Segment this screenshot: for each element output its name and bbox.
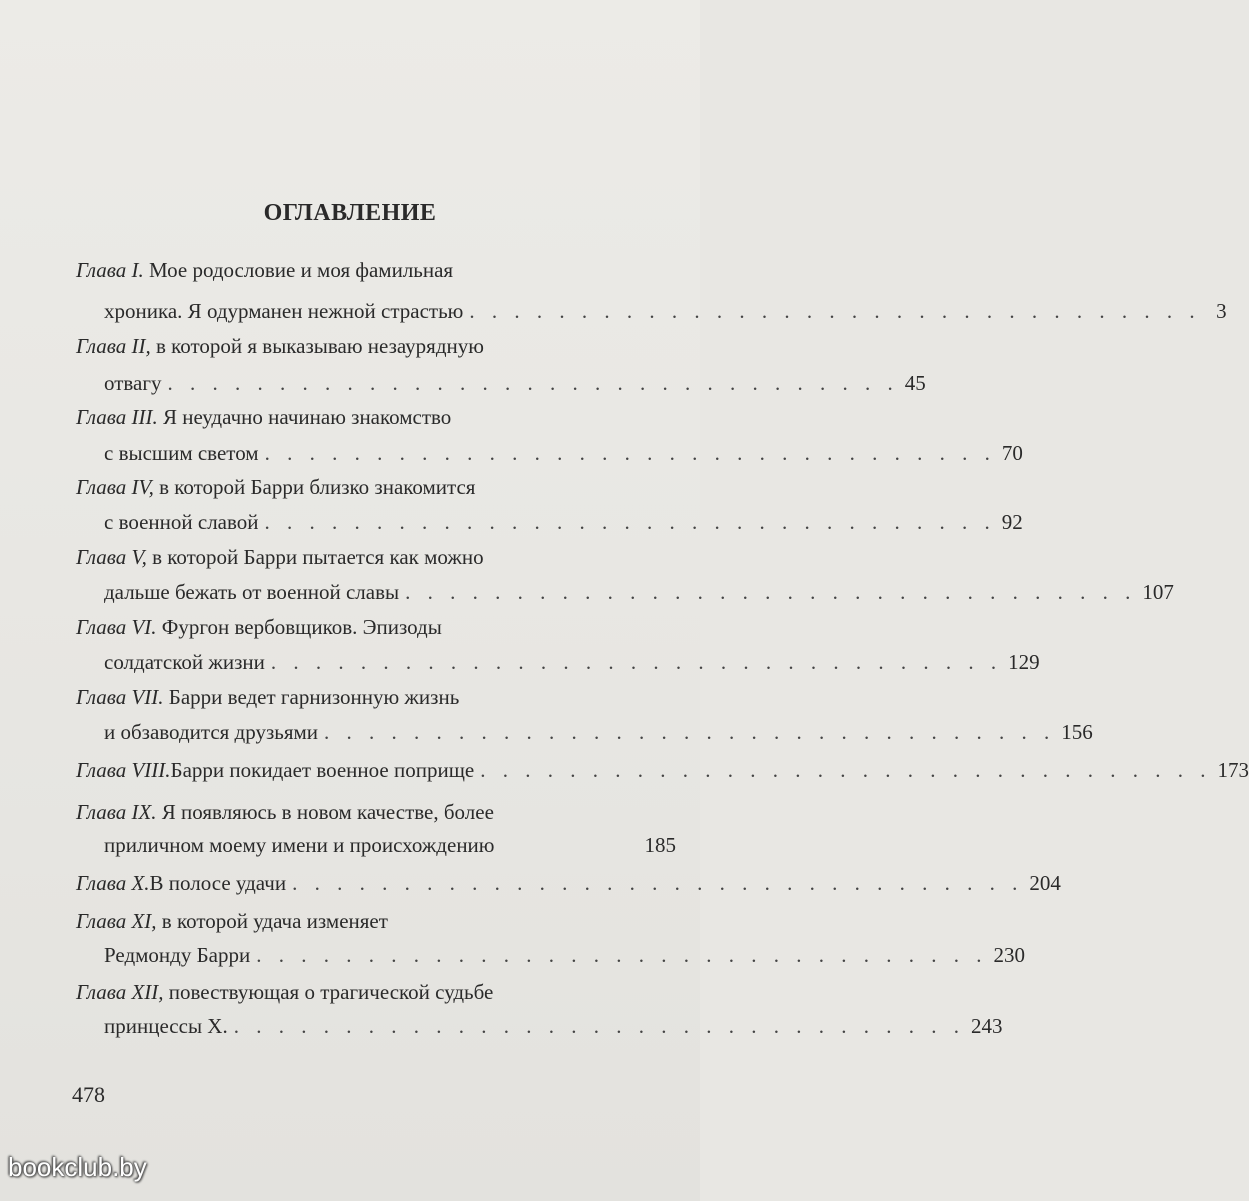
- leader-dots: . . . . . . . . . . . . . . . . . . . . . . . . . . . . . . . . .: [324, 720, 1056, 744]
- entry-title: Барри покидает военное поприще: [170, 758, 475, 782]
- page-number: 173: [1217, 758, 1249, 782]
- chapter-label: Глава IX.: [76, 800, 157, 824]
- page-number: 70: [1001, 441, 1023, 465]
- page-number: 230: [993, 943, 1025, 967]
- page-number: 243: [970, 1014, 1003, 1038]
- entry-title: Барри ведет гарнизонную жизнь: [163, 685, 460, 709]
- page-number: 129: [1008, 650, 1040, 674]
- entry-title-cont: принцессы Х.: [104, 1014, 228, 1038]
- page-number: 107: [1142, 580, 1174, 604]
- entry-title: в которой Барри близко знакомится: [153, 475, 476, 499]
- chapter-label: Глава IV,: [76, 475, 154, 499]
- entry-title: в которой я выказываю незаурядную: [150, 334, 484, 358]
- entry-title-cont: Редмонду Барри: [104, 943, 251, 967]
- chapter-label: Глава VIII.: [76, 758, 171, 782]
- page-title: ОГЛАВЛЕНИЕ: [263, 200, 437, 226]
- page-number: 156: [1061, 720, 1093, 744]
- leader-dots: . . . . . . . . . . . . . . . . . . . . . . . . . . . . . . . . .: [264, 441, 996, 465]
- page-number: 3: [1216, 299, 1227, 323]
- chapter-label: Глава V,: [76, 545, 147, 569]
- leader-dots: . . . . . . . . . . . . . . . . . . . . . . . . . . . . . . . . .: [270, 650, 1003, 674]
- page-folio: 478: [72, 1082, 105, 1107]
- entry-title-cont: хроника. Я одурманен нежной страстью: [104, 299, 464, 323]
- entry-title: повествующая о трагической судьбе: [163, 980, 494, 1004]
- leader-dots: . . . . . . . . . . . . . . . . . . . . . . . . . . . . . . . . .: [480, 758, 1212, 782]
- chapter-label: Глава II,: [76, 334, 151, 358]
- leader-dots: . . . . . . . . . . . . . . . . . . . . . . . . . . . . . . . . .: [233, 1014, 965, 1038]
- entry-title-cont: отвагу: [104, 371, 162, 395]
- entry-title-cont: и обзаводится друзьями: [104, 720, 319, 744]
- page-number: 45: [904, 371, 926, 395]
- page-number: 204: [1029, 871, 1061, 895]
- chapter-label: Глава III.: [76, 405, 158, 429]
- chapter-label: Глава X.: [76, 871, 150, 895]
- entry-title-cont: с военной славой: [104, 510, 259, 534]
- chapter-label: Глава XII,: [76, 980, 164, 1004]
- leader-dots: . . . . . . . . . . . . . . . . . . . . . . . . . . . . . . . . .: [256, 943, 988, 967]
- entry-title: Я появляюсь в новом качестве, более: [156, 800, 494, 824]
- site-watermark: bookclub.by: [8, 1152, 147, 1182]
- leader-dots: . . . . . . . . . . . . . . . . . . . . . . . . . . . . . . . . .: [292, 871, 1024, 895]
- entry-title-cont: с высшим светом: [104, 441, 259, 465]
- chapter-label: Глава VI.: [76, 615, 157, 639]
- page-number: 185: [644, 833, 676, 857]
- leader-dots: . . . . . . . . . . . . . . . . . . . . . . . . . . . . . . . . .: [405, 580, 1137, 604]
- chapter-label: Глава I.: [76, 258, 144, 282]
- entry-title-cont: солдатской жизни: [104, 650, 265, 674]
- entry-title-cont: дальше бежать от военной славы: [104, 580, 400, 604]
- entry-title: в которой Барри пытается как можно: [146, 545, 484, 569]
- entry-title: Мое родословие и моя фамильная: [143, 258, 454, 282]
- chapter-label: Глава VII.: [76, 685, 164, 709]
- chapter-label: Глава XI,: [76, 909, 157, 933]
- leader-dots: . . . . . . . . . . . . . . . . . . . . . . . . . . . . . . . . .: [264, 510, 996, 534]
- leader-dots: . . . . . . . . . . . . . . . . . . . . . . . . . . . . . . . . .: [167, 371, 899, 395]
- leader-dots: . . . . . . . . . . . . . . . . . . . . . . . . . . . . . . . . .: [469, 299, 1201, 323]
- entry-title: Я неудачно начинаю знакомство: [157, 405, 452, 429]
- page-number: 92: [1001, 510, 1023, 534]
- entry-title: Фургон вербовщиков. Эпизоды: [156, 615, 442, 639]
- entry-title: В полосе удачи: [149, 871, 287, 895]
- entry-title: в которой удача изменяет: [156, 909, 388, 933]
- entry-title-cont: приличном моему имени и происхождению: [104, 833, 495, 857]
